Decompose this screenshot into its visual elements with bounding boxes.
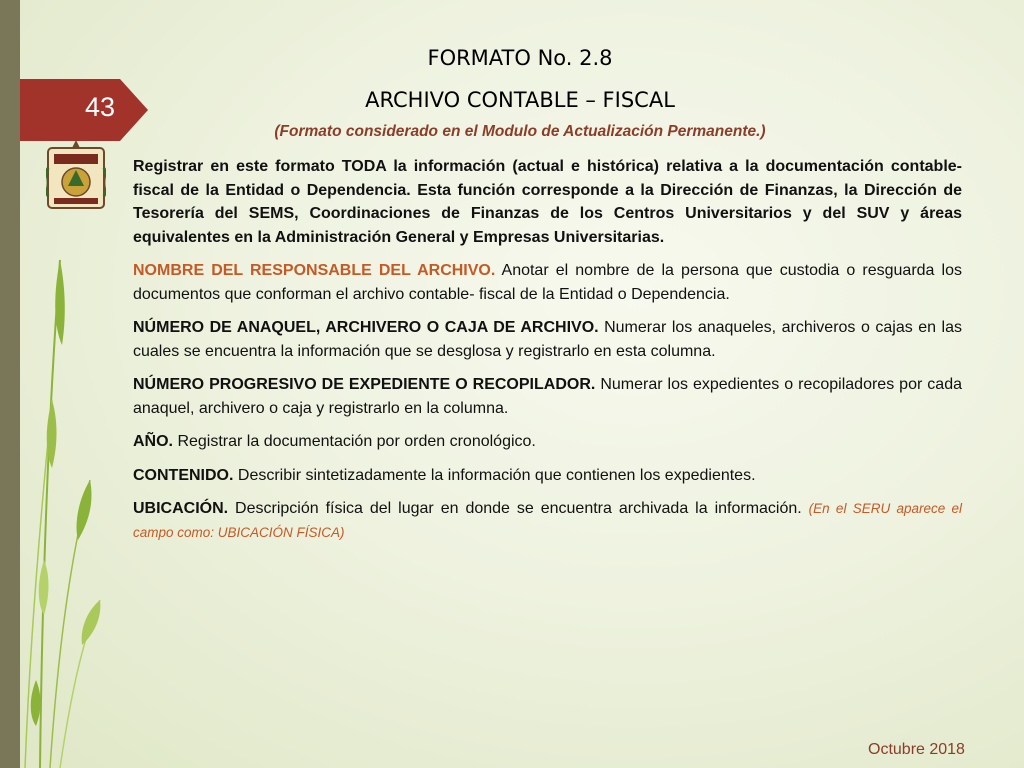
item-responsable xyxy=(133,259,962,306)
format-name-title: ARCHIVO CONTABLE – FISCAL xyxy=(365,88,675,112)
item-text: Anotar el nombre de la persona que custodia o resguarda los documentos que conforman el archivo contable- fiscal de la Entidad o Dependencia. xyxy=(133,262,962,303)
item-expediente xyxy=(133,373,962,420)
intro-paragraph: Registrar en este formato TODA la información (actual e histórica) relativa a la documentación contable-fiscal de la Entidad o Dependencia. Esta función corresponde a la Dirección de Finanzas, la Dirección de Tesorería del SEMS, Coordinaciones de Finanzas de los Centros Universitarios y del SUV y áreas equivalentes en la Administración General y Empresas Universitarias. xyxy=(133,158,962,246)
item-text: Descripción física del lugar en donde se encuentra archivada la información. xyxy=(228,500,809,517)
format-title: FORMATO No. 2.8 xyxy=(427,46,613,70)
item-term: NOMBRE DEL RESPONSABLE DEL ARCHIVO. xyxy=(133,262,496,279)
item-term: NÚMERO DE ANAQUEL, ARCHIVERO O CAJA DE ARCHIVO. xyxy=(133,319,599,336)
content-body xyxy=(133,155,962,554)
item-term: UBICACIÓN. xyxy=(133,500,229,517)
item-text: Describir sintetizadamente la información que contienen los expedientes. xyxy=(233,466,756,484)
university-crest-icon xyxy=(46,138,106,212)
footer-date: Octubre 2018 xyxy=(868,741,965,758)
slide-number: 43 xyxy=(84,92,116,122)
item-text: Registrar la documentación por orden cronológico. xyxy=(173,433,536,450)
item-anio xyxy=(133,430,962,454)
item-anaquel xyxy=(133,316,962,363)
item-text: Numerar los expedientes o recopiladores por cada anaquel, archivero o caja y registrarlo en la columna. xyxy=(133,376,962,417)
item-note: (En el SERU aparece el campo como: UBICACIÓN FÍSICA) xyxy=(133,501,962,540)
item-term: NÚMERO PROGRESIVO DE EXPEDIENTE O RECOPILADOR. xyxy=(133,376,596,393)
item-term: CONTENIDO. xyxy=(133,466,234,484)
item-contenido xyxy=(133,464,962,488)
format-subtitle: (Formato considerado en el Modulo de Actualización Permanente.) xyxy=(274,123,766,140)
item-ubicacion xyxy=(133,497,962,544)
item-text: Numerar los anaqueles, archiveros o cajas en las cuales se encuentra la información que se desglosa y registrarlo en esta columna. xyxy=(133,319,962,360)
item-term: AÑO. xyxy=(133,433,173,450)
